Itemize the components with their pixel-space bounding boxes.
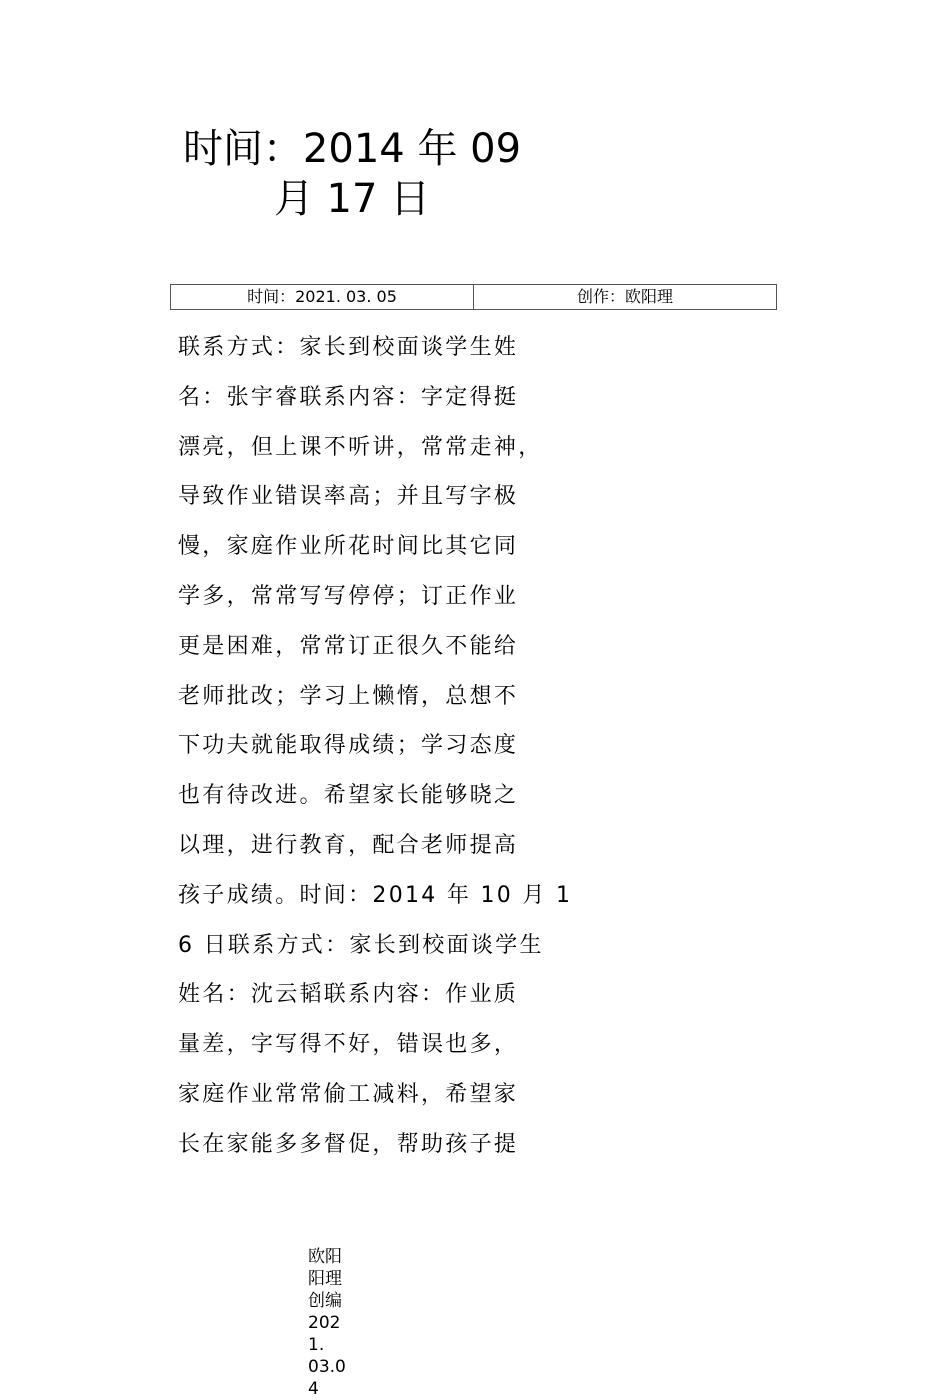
body-line: 联系方式：家长到校面谈学生姓 [178, 335, 519, 360]
body-line: 学多，常常写写停停；订正作业 [178, 583, 519, 609]
body-line: 孩子成绩。时间：2014 年 10 月 1 [178, 882, 573, 908]
body-line: 量差，字写得不好，错误也多， [178, 1032, 519, 1058]
body-line: 更是困难，常常订正很久不能给 [178, 633, 519, 659]
page-title-line-1: 时间：2014 年 09 [182, 126, 522, 172]
header-author-cell: 创作：欧阳理 [473, 285, 776, 309]
footer-line: 阳理 [308, 1269, 342, 1289]
body-line: 长在家能多多督促，帮助孩子提 [178, 1131, 519, 1157]
body-line: 下功夫就能取得成绩；学习态度 [178, 733, 519, 759]
page-title-line-2: 月 17 日 [273, 176, 431, 222]
body-line: 家庭作业常常偷工减料，希望家 [178, 1081, 519, 1107]
body-text [178, 323, 572, 1170]
body-line: 漂亮，但上课不听讲，常常走神， [178, 434, 543, 460]
body-line: 6 日联系方式：家长到校面谈学生 [178, 932, 544, 958]
body-line: 姓名：沈云韬联系内容：作业质 [178, 982, 519, 1008]
body-line: 也有待改进。希望家长能够晓之 [178, 783, 519, 809]
body-line: 慢，家庭作业所花时间比其它同 [178, 534, 519, 560]
body-line: 名：张宇睿联系内容：字定得挺 [178, 384, 519, 410]
footer-line: 创编 [308, 1291, 342, 1311]
body-line: 以理，进行教育，配合老师提高 [178, 832, 519, 858]
header-date-cell: 时间：2021. 03. 05 [247, 287, 397, 306]
footer-line: 03.04 [308, 1357, 346, 1399]
footer-author-note [308, 1246, 352, 1400]
page-title [150, 124, 554, 224]
header-table [170, 284, 777, 310]
footer-line: 2021. [308, 1313, 341, 1355]
body-line: 老师批改；学习上懒惰，总想不 [178, 683, 519, 709]
body-line: 导致作业错误率高；并且写字极 [178, 484, 519, 510]
footer-line: 欧阳 [308, 1247, 342, 1267]
